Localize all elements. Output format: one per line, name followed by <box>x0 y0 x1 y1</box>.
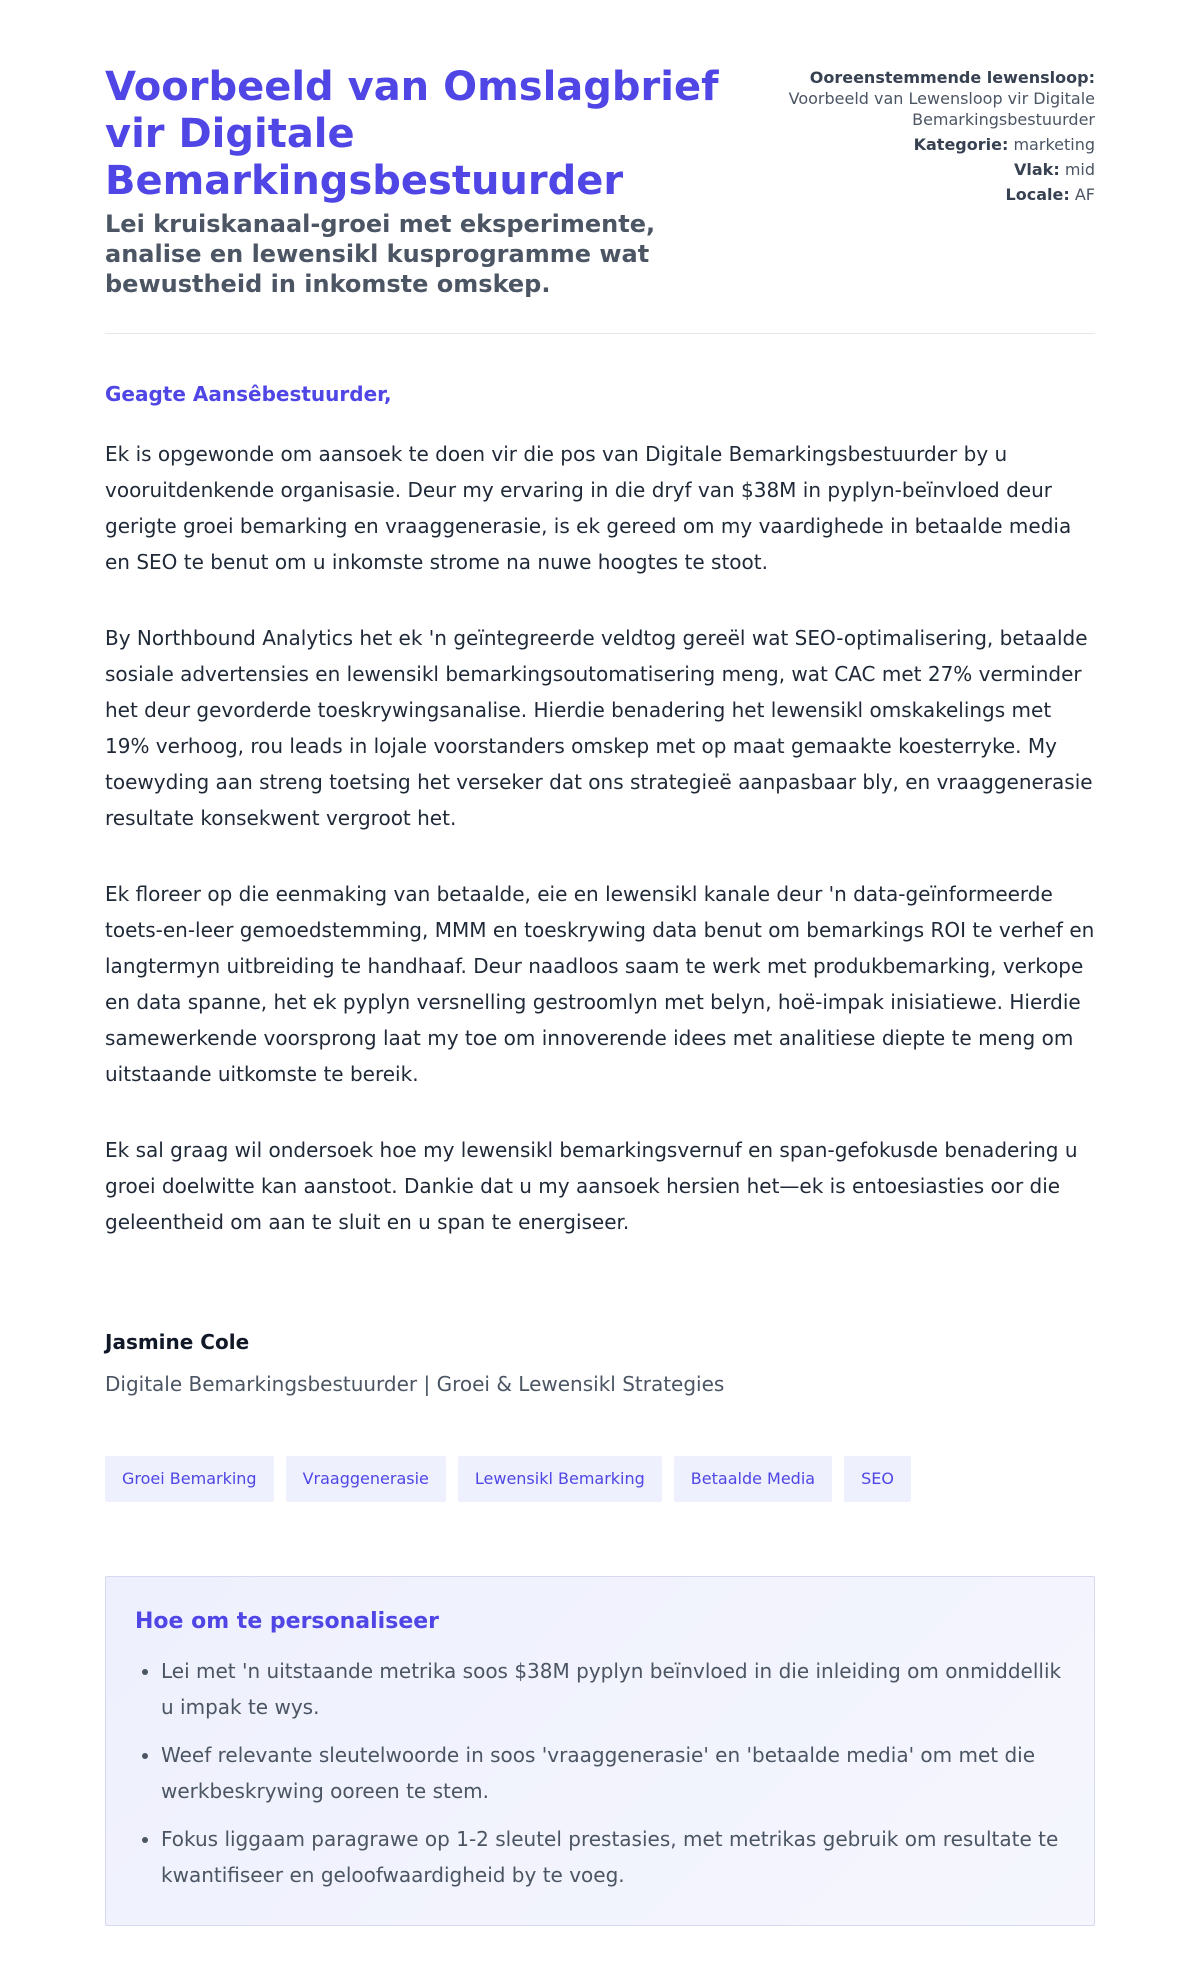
meta-level <box>775 159 1095 180</box>
signature-name: Jasmine Cole <box>105 1330 250 1354</box>
letter-body <box>105 436 1095 1240</box>
meta-category-label: Kategorie: <box>913 135 1009 154</box>
meta-category-value: marketing <box>1013 135 1095 154</box>
page-subtitle: Lei kruiskanaal-groei met eksperimente, analise en lewensikl kusprogramme wat bewustheid in inkomste omskep. <box>105 210 656 298</box>
meta-category <box>775 134 1095 155</box>
skill-tags <box>105 1456 1095 1502</box>
document-header <box>105 64 1095 299</box>
skill-tag: Vraaggenerasie <box>286 1456 446 1502</box>
metadata-panel <box>775 64 1095 209</box>
skill-tag: Groei Bemarking <box>105 1456 274 1502</box>
signature-block <box>105 1328 1095 1398</box>
meta-locale-label: Locale: <box>1005 185 1070 204</box>
letter-paragraph: Ek is opgewonde om aansoek te doen vir die pos van Digitale Bemarkingsbestuurder by u vooruitdenkende organisasie. Deur my ervaring in die dryf van $38M in pyplyn-beïnvloed deur gerigte groei bemarking en vraaggenerasie, is ek gereed om my vaardighede in betaalde media en SEO te benut om u inkomste strome na nuwe hoogtes te stoot. <box>105 442 1072 574</box>
meta-matching-resume-value: Voorbeeld van Lewensloop vir Digitale Bemarkingsbestuurder <box>788 89 1095 129</box>
letter-paragraph: Ek sal graag wil ondersoek hoe my lewensikl bemarkingsvernuf en span-gefokusde benadering u groei doelwitte kan aanstoot. Dankie dat u my aansoek hersien het—ek is entoesiasties oor die geleentheid om aan te sluit en u span te energiseer. <box>105 1138 1078 1234</box>
tip-item: • Fokus liggaam paragrawe op 1-2 sleutel prestasies, met metrikas gebruik om resultate te kwantifiseer en geloofwaardigheid by te voeg. <box>161 1821 1065 1893</box>
signature-role: Digitale Bemarkingsbestuurder | Groei & Lewensikl Strategies <box>105 1372 725 1396</box>
meta-matching-resume-label: Ooreenstemmende lewensloop: <box>809 68 1095 87</box>
page-title: Voorbeeld van Omslagbrief vir Digitale Bemarkingsbestuurder <box>105 64 719 204</box>
letter-paragraph: Ek floreer op die eenmaking van betaalde, eie en lewensikl kanale deur 'n data-geïnformeerde toets-en-leer gemoedstemming, MMM en toeskrywing data benut om bemarkings ROI te verhef en langtermyn uitbreiding te handhaaf. Deur naadloos saam te werk met produkbemarking, verkope en data spanne, het ek pyplyn versnelling gestroomlyn met belyn, hoë-impak inisiatiewe. Hierdie samewerkende voorsprong laat my toe om innoverende idees met analitiese diepte te meng om uitstaande uitkomste te bereik. <box>105 882 1095 1086</box>
personalization-tips-box <box>105 1576 1095 1926</box>
letter-paragraph: By Northbound Analytics het ek 'n geïntegreerde veldtog gereël wat SEO-optimalisering, betaalde sosiale advertensies en lewensikl bemarkingsoutomatisering meng, wat CAC met 27% verminder het deur gevorderde toeskrywingsanalise. Hierdie benadering het lewensikl omskakelings met 19% verhoog, rou leads in lojale voorstanders omskep met op maat gemaakte koesterryke. My toewyding aan streng toetsing het verseker dat ons strategieë aanpasbaar bly, en vraaggenerasie resultate konsekwent vergroot het. <box>105 626 1093 830</box>
tip-item: • Lei met 'n uitstaande metrika soos $38M pyplyn beïnvloed in die inleiding om onmiddellik u impak te wys. <box>161 1653 1065 1725</box>
tips-title: Hoe om te personaliseer <box>135 1609 440 1634</box>
salutation: Geagte Aansêbestuurder, <box>105 382 392 406</box>
title-block <box>105 64 745 299</box>
meta-level-value: mid <box>1064 160 1095 179</box>
tips-list <box>135 1653 1065 1893</box>
meta-locale <box>775 184 1095 205</box>
cover-letter-page <box>105 0 1095 1926</box>
meta-level-label: Vlak: <box>1014 160 1060 179</box>
meta-locale-value: AF <box>1074 185 1095 204</box>
skill-tag: Lewensikl Bemarking <box>458 1456 662 1502</box>
header-divider <box>105 333 1095 334</box>
skill-tag: SEO <box>844 1456 911 1502</box>
skill-tag: Betaalde Media <box>674 1456 832 1502</box>
meta-matching-resume <box>775 67 1095 130</box>
tip-item: • Weef relevante sleutelwoorde in soos 'vraaggenerasie' en 'betaalde media' om met die werkbeskrywing ooreen te stem. <box>161 1737 1065 1809</box>
